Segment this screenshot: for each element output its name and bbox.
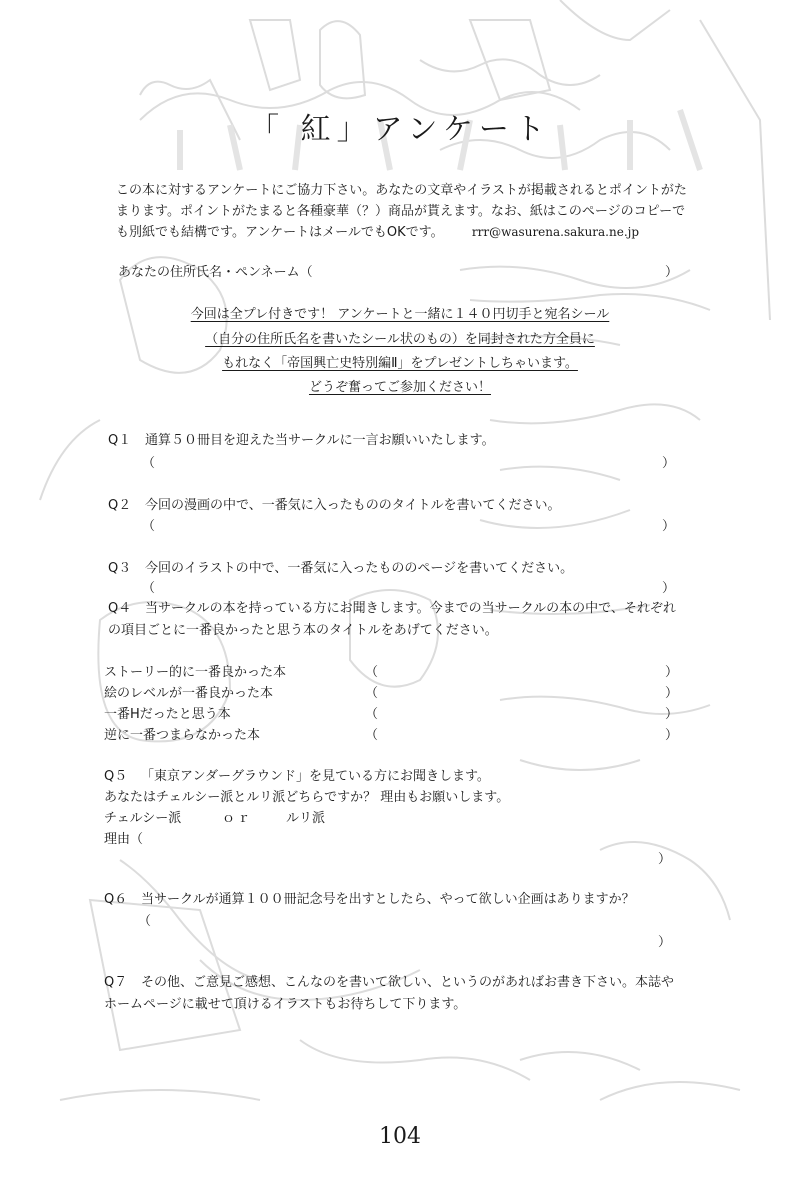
q4-text-line-2: の項目ごとに一番良かったと思う本のタイトルをあげてください。 (108, 623, 498, 638)
q1-answer-field[interactable] (160, 455, 660, 473)
q4-item-2-label: 絵のレベルが一番良かった本 (104, 686, 274, 701)
q4-item-2-paren-open: （ (365, 686, 379, 701)
q3-number: Q３ (108, 561, 132, 576)
q5-number: Q５ (104, 769, 128, 784)
q3-paren-close: ） (662, 581, 676, 596)
present-line-3: もれなく「帝国興亡史特別編Ⅱ」をプレゼントしちゃいます。 (222, 356, 578, 371)
q3-paren-open: （ (142, 581, 156, 596)
name-field-close: ） (665, 265, 679, 280)
questionnaire-title: 「 紅」アンケート (249, 112, 551, 147)
q5-reason-label: 理由（ (104, 832, 144, 847)
q4-item-4-label: 逆に一番つまらなかった本 (104, 728, 261, 743)
present-line-4: どうぞ奮ってご参加ください！ (308, 380, 491, 395)
q4-item-4-paren-close: ） (665, 728, 679, 743)
q3-text: 今回のイラストの中で、一番気に入ったもののページを書いてください。 (145, 561, 574, 576)
q4-item-4-field[interactable] (382, 727, 662, 745)
q4-item-3-paren-close: ） (665, 707, 679, 722)
q5-option-ruri[interactable]: ルリ派 (286, 811, 326, 826)
q5-text-line-2: あなたはチェルシー派とルリ派どちらですか？ 理由もお願いします。 (104, 790, 510, 805)
q1-number: Q１ (108, 433, 132, 448)
q5-paren-close: ） (658, 852, 672, 867)
intro-text: この本に対するアンケートにご協力下さい。あなたの文章やイラストが掲載されるとポイントがたまります。ポイントがたまると各種豪華（？）商品が貰えます。なお、紙はこのページのコピーでも別紙でも結構です。アンケートはメールでもOKです。 (116, 183, 687, 240)
q4-number: Q４ (108, 601, 132, 616)
q5-option-chelsea[interactable]: チェルシー派 (104, 811, 182, 826)
q1-paren-close: ） (662, 456, 676, 471)
q5-reason-field[interactable] (150, 831, 650, 865)
q6-paren-open: （ (138, 914, 152, 929)
q4-item-2-paren-close: ） (665, 686, 679, 701)
q6-paren-close: ） (658, 935, 672, 950)
q7-number: Q７ (104, 975, 128, 990)
name-field-label: あなたの住所氏名・ペンネーム（ (118, 265, 313, 280)
q4-item-3-paren-open: （ (365, 707, 379, 722)
q1-text: 通算５０冊目を迎えた当サークルに一言お願いいたします。 (145, 433, 495, 448)
intro-paragraph (116, 180, 696, 243)
q4-item-1-field[interactable] (382, 664, 662, 682)
q4-text-line-1: 当サークルの本を持っている方にお聞きします。今までの当サークルの本の中で、それぞれ (145, 601, 676, 616)
q5-text-line-1: 「東京アンダーグラウンド」を見ている方にお聞きします。 (141, 769, 490, 784)
q7-text-line-2: ホームページに載せて頂けるイラストもお待ちして下ります。 (104, 997, 467, 1012)
q2-paren-close: ） (662, 519, 676, 534)
q1-paren-open: （ (142, 456, 156, 471)
q3-answer-field[interactable] (160, 580, 660, 598)
q2-text: 今回の漫画の中で、一番気に入ったもののタイトルを書いてください。 (145, 498, 561, 513)
q4-item-3-field[interactable] (382, 706, 662, 724)
q4-item-2-field[interactable] (382, 685, 662, 703)
q4-item-1-paren-open: （ (365, 665, 379, 680)
q2-paren-open: （ (142, 519, 156, 534)
q2-answer-field[interactable] (160, 518, 660, 536)
page-number: 104 (379, 1124, 421, 1149)
q4-item-3-label: 一番Hだったと思う本 (104, 707, 231, 722)
q7-answer-area[interactable] (104, 1020, 694, 1110)
q7-text-line-1: その他、ご意見ご感想、こんなのを書いて欲しい、というのがあればお書き下さい。本誌や (141, 975, 675, 990)
q4-item-4-paren-open: （ (365, 728, 379, 743)
q6-number: Q６ (104, 892, 128, 907)
q5-or: ｏｒ (222, 811, 253, 826)
q4-item-1-label: ストーリー的に一番良かった本 (104, 665, 287, 680)
q4-item-1-paren-close: ） (665, 665, 679, 680)
present-line-1: 今回は全プレ付きです！ アンケートと一緒に１４０円切手と宛名シール (190, 307, 610, 322)
q2-number: Q２ (108, 498, 132, 513)
contact-email: rrr@wasurena.sakura.ne.jp (471, 225, 640, 239)
name-field-input[interactable] (315, 264, 665, 282)
q6-answer-field[interactable] (156, 913, 656, 951)
present-line-2: （自分の住所氏名を書いたシール状のもの）を同封された方全員に (205, 332, 595, 347)
q6-text: 当サークルが通算１００冊記念号を出すとしたら、やって欲しい企画はありますか？ (141, 892, 635, 907)
